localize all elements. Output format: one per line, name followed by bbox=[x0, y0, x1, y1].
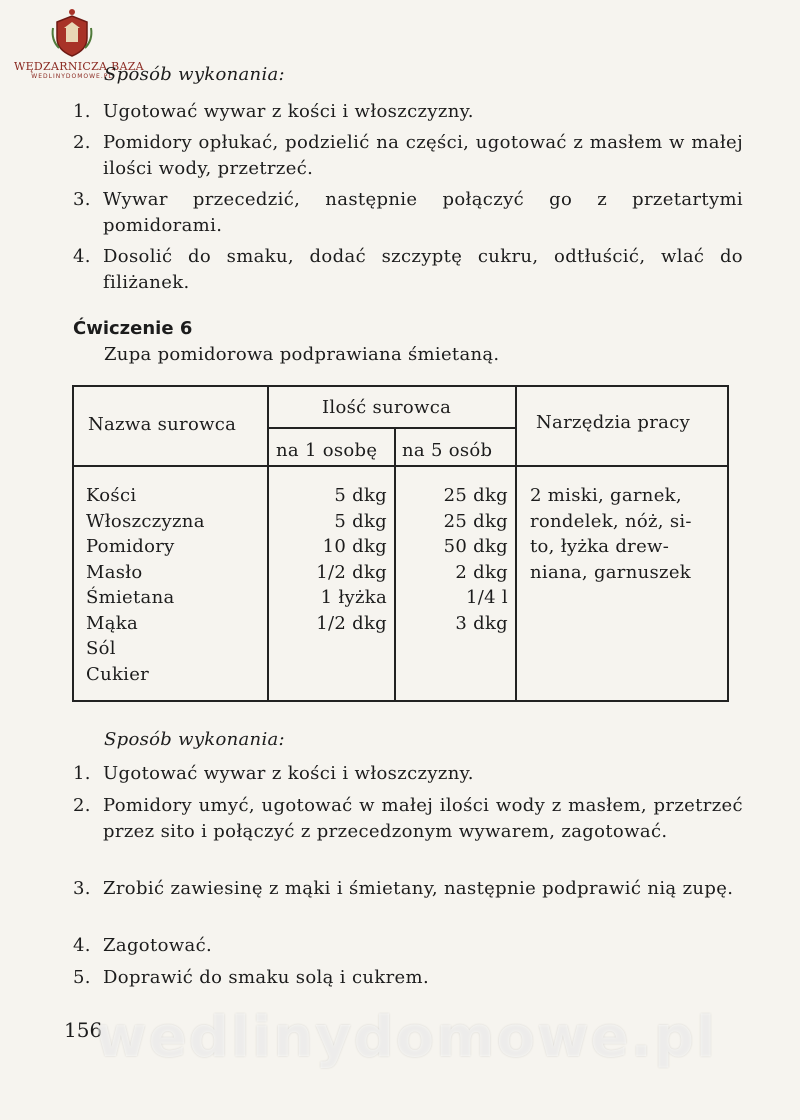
header-tools: Narzędzia pracy bbox=[536, 412, 691, 433]
method-heading-2: Sposób wykonania: bbox=[104, 729, 285, 750]
step-text: Ugotować wywar z kości i włoszczyzny. bbox=[103, 101, 474, 122]
step-number: 4. bbox=[73, 935, 91, 956]
watermark-text: wedlinydomowe.pl bbox=[95, 1005, 718, 1070]
step-text: Wywar przecedzić, następnie połączyć go z przetartymi pomidorami. bbox=[103, 189, 743, 236]
amount-per-5-column bbox=[402, 483, 508, 636]
step-number: 3. bbox=[73, 878, 91, 899]
ingredient-name: Masło bbox=[86, 561, 143, 583]
ingredient-name: Mąka bbox=[86, 612, 139, 634]
exercise-title: Ćwiczenie 6 bbox=[73, 318, 193, 339]
step-text: Zrobić zawiesinę z mąki i śmietany, następnie podprawić nią zupę. bbox=[103, 878, 734, 899]
method-heading-1: Sposób wykonania: bbox=[104, 64, 285, 85]
logo-brand-text: WĘDZARNICZA BAZA bbox=[14, 60, 144, 73]
step-number: 1. bbox=[73, 101, 91, 122]
step-text: Pomidory opłukać, podzielić na części, ugotować z masłem w małej ilości wody, przetrzeć. bbox=[103, 132, 743, 179]
header-amount: Ilość surowca bbox=[322, 397, 452, 418]
method1-step-2 bbox=[73, 130, 753, 182]
ingredient-name: Kości bbox=[86, 485, 137, 506]
amount-per-1: 5 dkg bbox=[334, 485, 387, 506]
amount-per-5: 2 dkg bbox=[455, 561, 508, 583]
method2-step-5 bbox=[73, 965, 753, 991]
amount-per-5: 50 dkg bbox=[443, 536, 508, 557]
amount-per-1: 5 dkg bbox=[334, 510, 387, 532]
tools-column bbox=[530, 483, 692, 585]
method1-step-3 bbox=[73, 187, 753, 239]
step-number: 2. bbox=[73, 132, 91, 153]
ingredient-name: Pomidory bbox=[86, 536, 175, 557]
ingredient-name-column bbox=[86, 483, 205, 687]
step-number: 4. bbox=[73, 246, 91, 267]
method2-step-2 bbox=[73, 793, 753, 871]
step-text: Doprawić do smaku solą i cukrem. bbox=[103, 967, 430, 988]
ingredient-name: Włoszczyzna bbox=[86, 510, 205, 532]
step-number: 5. bbox=[73, 967, 91, 988]
tools-line: niana, garnuszek bbox=[530, 561, 691, 583]
method2-step-3 bbox=[73, 876, 753, 928]
tools-line: to, łyżka drew- bbox=[530, 536, 670, 557]
header-ingredient-name: Nazwa surowca bbox=[88, 414, 237, 435]
step-text: Pomidory umyć, ugotować w małej ilości wody z masłem, przetrzeć przez sito i połączyć z przecedzonym wywarem, zagotować. bbox=[103, 795, 743, 842]
header-per-1-person: na 1 osobę bbox=[276, 440, 378, 461]
step-text: Zagotować. bbox=[103, 935, 213, 956]
amount-per-5: 1/4 l bbox=[466, 587, 508, 608]
step-number: 2. bbox=[73, 795, 91, 816]
method1-step-1 bbox=[73, 99, 753, 125]
page-number: 156 bbox=[64, 1018, 103, 1042]
amount-per-1: 1/2 dkg bbox=[316, 561, 387, 583]
amount-per-1: 10 dkg bbox=[322, 536, 387, 557]
step-number: 3. bbox=[73, 189, 91, 210]
ingredient-name: Sól bbox=[86, 638, 116, 659]
amount-per-1: 1 łyżka bbox=[320, 587, 387, 608]
step-text: Ugotować wywar z kości i włoszczyzny. bbox=[103, 763, 474, 784]
exercise-subtitle: Zupa pomidorowa podprawiana śmietaną. bbox=[104, 344, 500, 365]
method2-step-4 bbox=[73, 933, 753, 959]
logo-site-text: WEDLINYDOMOWE.PL bbox=[31, 73, 113, 80]
method1-step-4 bbox=[73, 244, 753, 296]
method2-step-1 bbox=[73, 761, 753, 787]
step-number: 1. bbox=[73, 763, 91, 784]
amount-per-5: 3 dkg bbox=[455, 612, 508, 634]
amount-per-1: 1/2 dkg bbox=[316, 612, 387, 634]
tools-line: rondelek, nóż, si- bbox=[530, 510, 692, 532]
ingredients-table bbox=[72, 385, 729, 702]
ingredient-name: Śmietana bbox=[86, 587, 175, 608]
shield-logo-icon bbox=[49, 8, 95, 58]
header-per-5-persons: na 5 osób bbox=[402, 440, 493, 461]
step-text: Dosolić do smaku, dodać szczyptę cukru, odtłuścić, wlać do filiżanek. bbox=[103, 246, 743, 293]
amount-per-5: 25 dkg bbox=[443, 510, 508, 532]
amount-per-5: 25 dkg bbox=[443, 485, 508, 506]
amount-per-1-column bbox=[277, 483, 387, 636]
tools-line: 2 miski, garnek, bbox=[530, 485, 682, 506]
ingredient-name: Cukier bbox=[86, 663, 150, 685]
